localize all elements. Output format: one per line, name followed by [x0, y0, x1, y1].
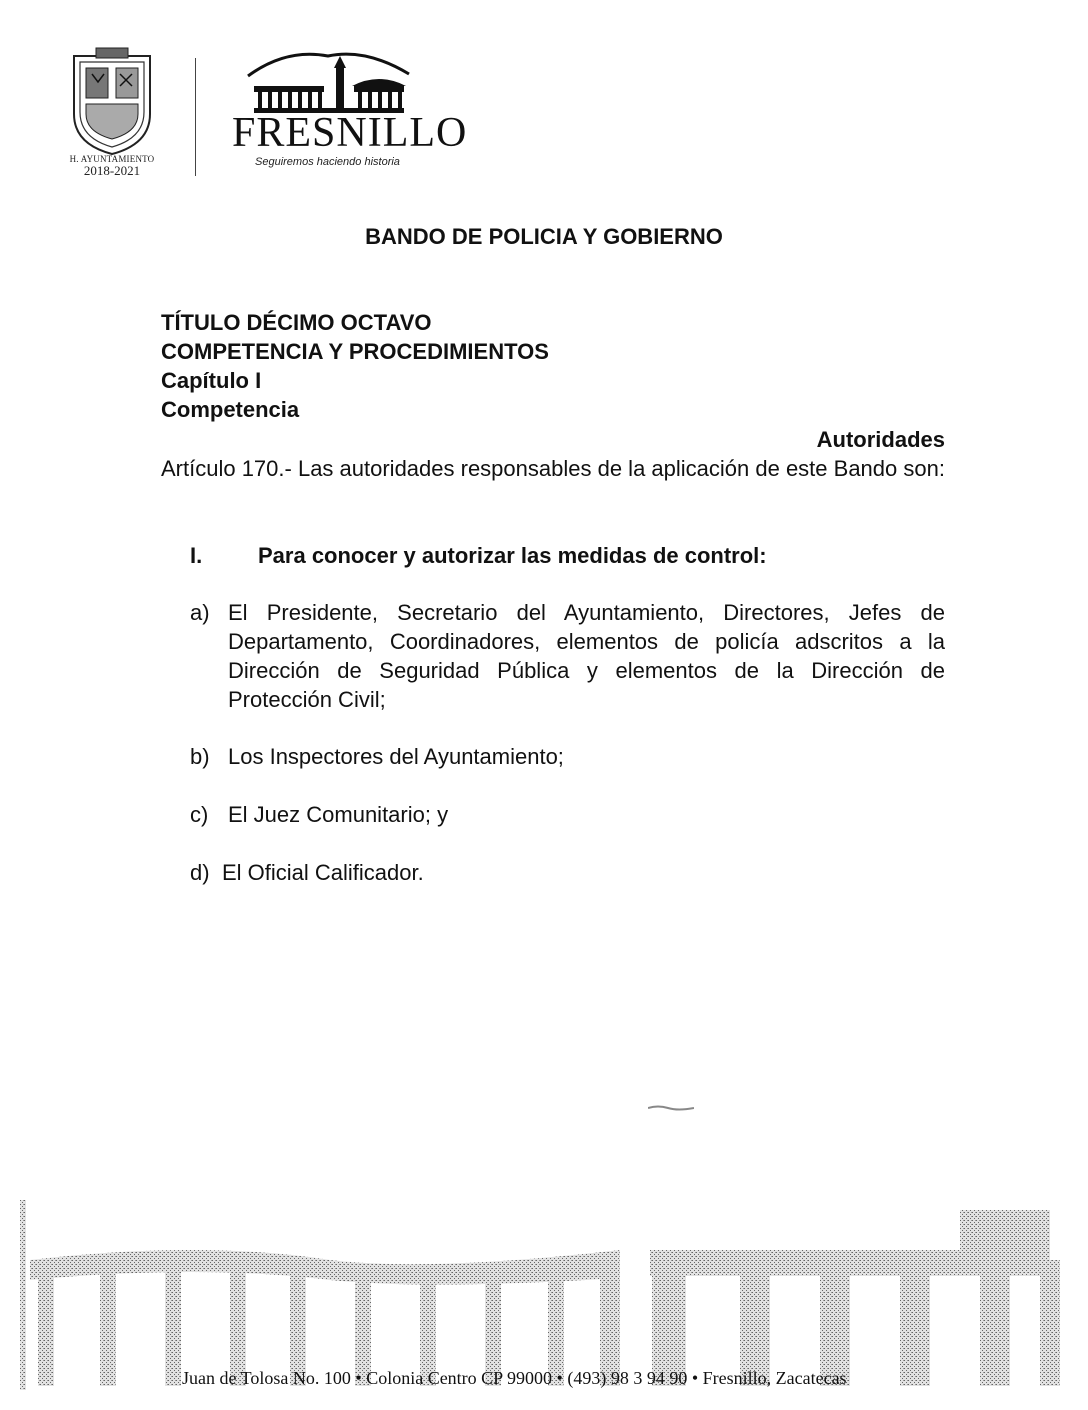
article-paragraph: Artículo 170.- Las autoridades responsables de la aplicación de este Bando son: — [161, 456, 945, 481]
footer-address: Juan de Tolosa No. 100 • Colonia Centro CP 99000 • (493) 98 3 94 90 • Fresnillo, Zacatecas — [182, 1368, 847, 1388]
subtitle-heading: COMPETENCIA Y PROCEDIMIENTOS — [161, 339, 549, 364]
chapter-heading: Capítulo I — [161, 368, 262, 393]
side-heading: Autoridades — [816, 427, 945, 452]
header-divider — [195, 58, 196, 176]
section-title: Para conocer y autorizar las medidas de control: — [258, 543, 767, 568]
list-item-text: Los Inspectores del Ayuntamiento; — [228, 744, 564, 769]
municipal-seal-logo — [66, 44, 158, 156]
title-heading: TÍTULO DÉCIMO OCTAVO — [161, 310, 432, 335]
scan-artifact — [648, 1104, 694, 1112]
seal-caption — [56, 154, 168, 179]
brand-slogan: Seguiremos haciendo historia — [255, 156, 400, 168]
section-number: I. — [190, 543, 203, 568]
list-item-letter: c) — [190, 802, 209, 827]
fresnillo-skyline-logo — [246, 46, 411, 116]
seal-caption-line2: 2018-2021 — [83, 163, 141, 178]
chapter-name-heading: Competencia — [161, 397, 300, 422]
list-item-text: El Oficial Calificador. — [222, 860, 424, 885]
seal-caption-line1: H. AYUNTAMIENTO — [69, 154, 155, 164]
list-item-letter: a) — [190, 600, 210, 625]
list-item-text: El Juez Comunitario; y — [228, 802, 449, 827]
list-item-letter: b) — [190, 744, 210, 769]
document-title: BANDO DE POLICIA Y GOBIERNO — [365, 224, 723, 249]
list-item-text: El Presidente, Secretario del Ayuntamiento, Directores, Jefes de Departamento, Coordinadores, elementos de policía adscritos a la Dirección de Seguridad Pública y elementos de la Dirección de Protección Civil; — [228, 600, 945, 712]
list-item-letter: d) — [190, 860, 210, 885]
brand-name: FRESNILLO — [232, 110, 468, 156]
